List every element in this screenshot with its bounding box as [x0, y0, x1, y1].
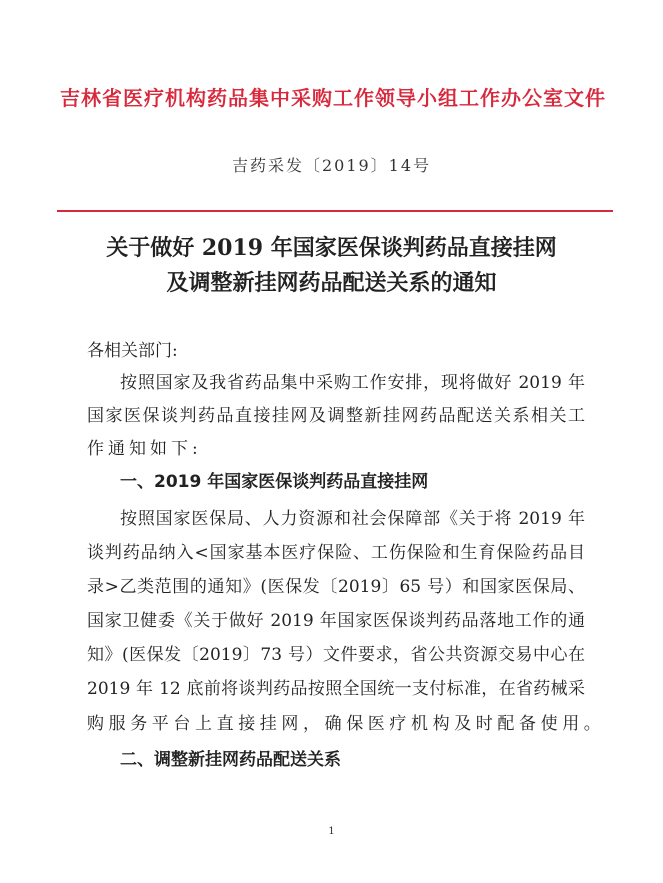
body-line: 作通知如下:: [87, 439, 202, 459]
page-number: 1: [328, 826, 335, 837]
title-line-1: 关于做好 2019 年国家医保谈判药品直接挂网: [106, 235, 557, 261]
issuing-office-header: 吉林省医疗机构药品集中采购工作领导小组工作办公室文件: [60, 86, 605, 110]
body-line: 录>乙类范围的通知》(医保发〔2019〕65 号）和国家医保局、: [87, 577, 585, 597]
body-line: 购服务平台上直接挂网，确保医疗机构及时配备使用。: [87, 714, 606, 734]
body-line: 按照国家医保局、人力资源和社会保障部《关于将 2019 年: [120, 509, 585, 529]
section-heading-1: 一、2019 年国家医保谈判药品直接挂网: [120, 472, 429, 492]
body-line: 按照国家及我省药品集中采购工作安排，现将做好 2019 年: [120, 373, 585, 393]
salutation: 各相关部门:: [87, 341, 178, 361]
document-number: 吉药采发〔2019〕14号: [231, 156, 432, 175]
body-line: 国家医保谈判药品直接挂网及调整新挂网药品配送关系相关工: [87, 406, 585, 426]
red-divider: [57, 210, 613, 212]
body-line: 知》(医保发〔2019〕73 号）文件要求，省公共资源交易中心在: [87, 645, 585, 665]
body-line: 国家卫健委《关于做好 2019 年国家医保谈判药品落地工作的通: [87, 611, 585, 631]
title-line-2: 及调整新挂网药品配送关系的通知: [166, 270, 497, 296]
section-heading-2: 二、调整新挂网药品配送关系: [120, 750, 341, 770]
body-line: 2019 年 12 底前将谈判药品按照全国统一支付标准，在省药械采: [87, 679, 585, 699]
body-line: 谈判药品纳入<国家基本医疗保险、工伤保险和生育保险药品目: [87, 543, 585, 563]
